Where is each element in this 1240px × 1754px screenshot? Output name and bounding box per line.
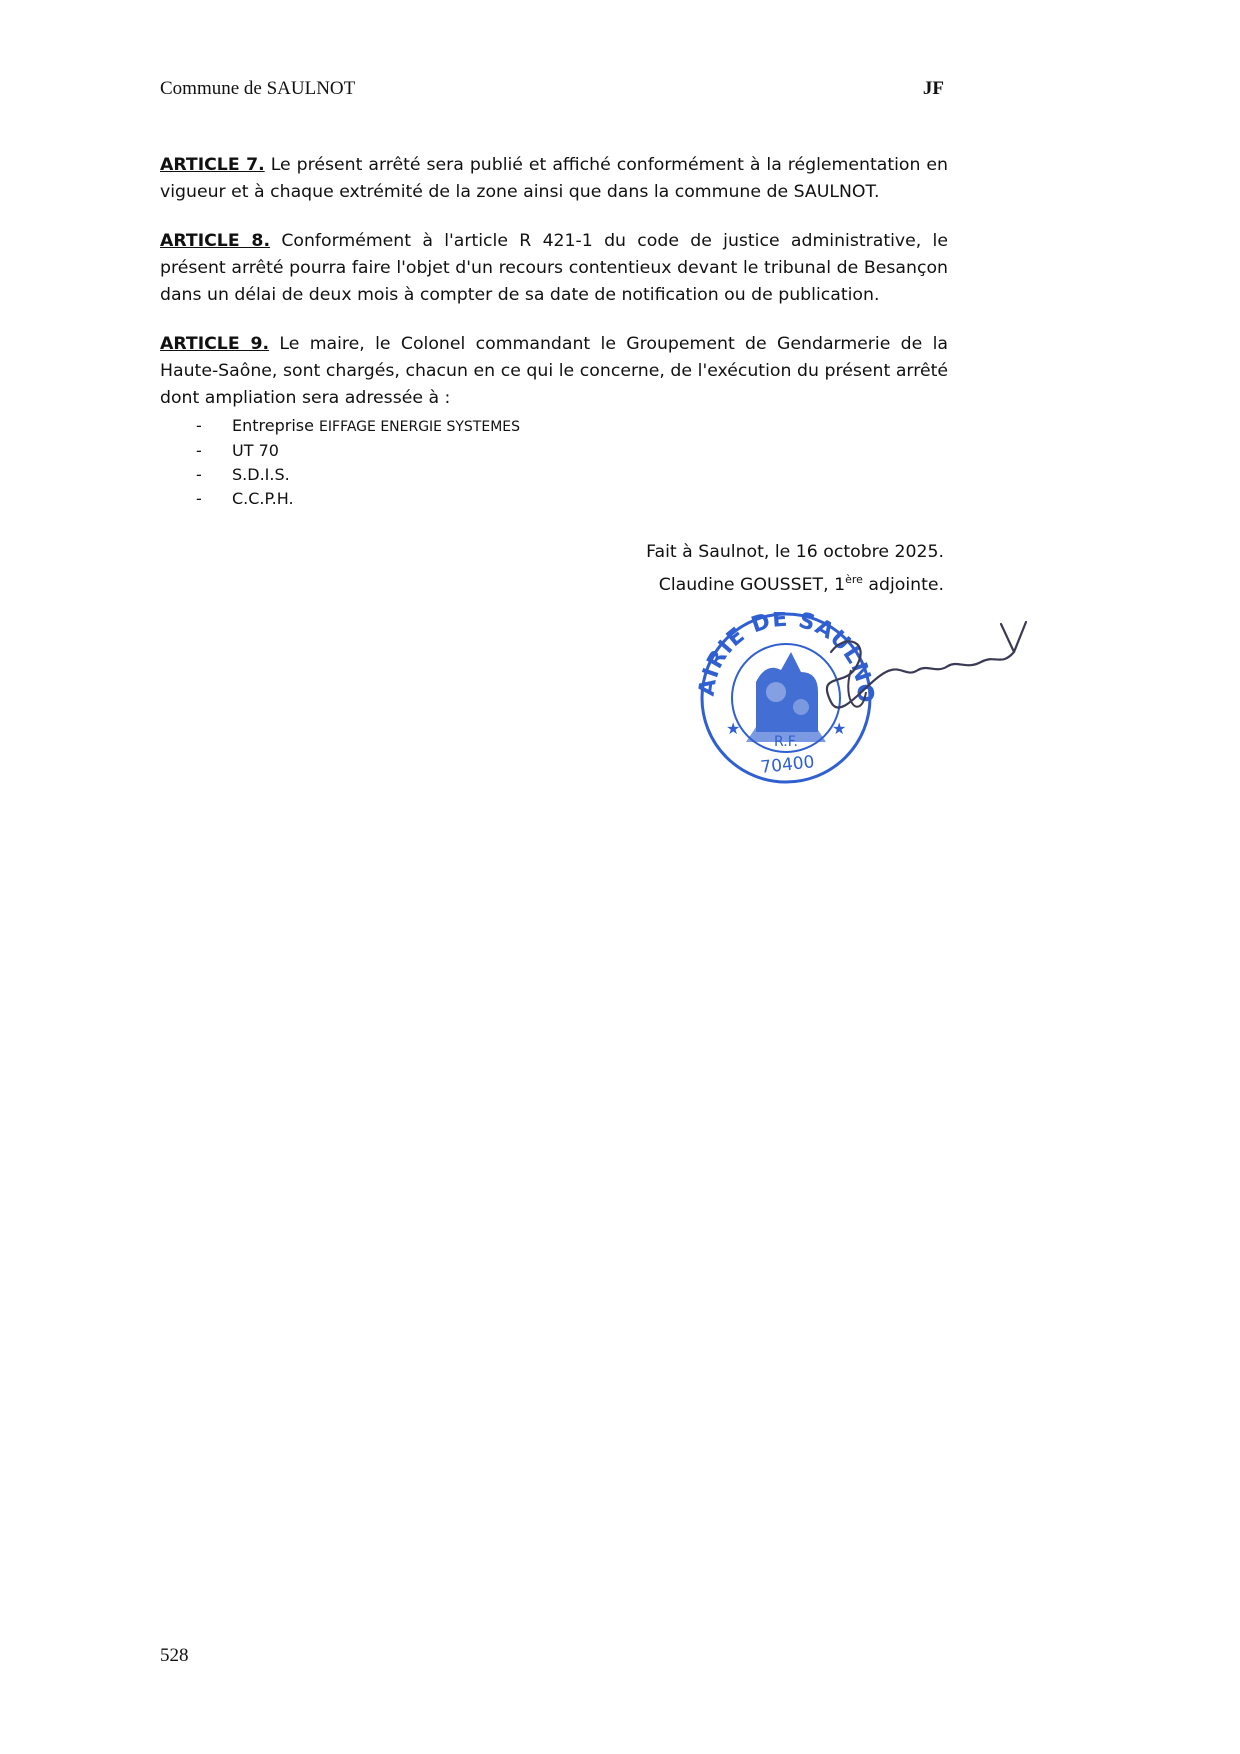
signatory-role: adjointe. <box>868 574 944 595</box>
header-initials: JF <box>922 78 944 99</box>
list-item <box>160 414 948 439</box>
article-8-label: ARTICLE 8. <box>160 231 271 251</box>
recipient-sdis: S.D.I.S. <box>232 465 290 484</box>
header-commune: Commune de SAULNOT <box>160 78 356 99</box>
article-9-label: ARTICLE 9. <box>160 334 270 354</box>
recipient-ut70: UT 70 <box>232 441 279 460</box>
recipient-ccph: C.C.P.H. <box>232 489 294 508</box>
article-7-label: ARTICLE 7. <box>160 155 265 175</box>
article-9 <box>160 331 948 412</box>
recipient-prefix: Entreprise <box>232 416 314 435</box>
svg-text:MAIRIE DE SAULNOT: AIRIE DE SAULNO <box>696 612 878 705</box>
place-date: Fait à Saulnot, le 16 octobre 2025. <box>646 542 944 562</box>
article-9-text: Le maire, le Colonel commandant le Groupement de Gendarmerie de la Haute-Saône, sont chargés, chacun en ce qui le concerne, de l'exécution du présent arrêté dont ampliation sera adressée à : <box>160 334 948 408</box>
signature-block <box>646 538 944 599</box>
list-item <box>160 439 948 463</box>
list-item <box>160 487 948 511</box>
mairie-stamp-icon <box>696 612 1036 792</box>
recipient-list <box>160 414 948 511</box>
article-8 <box>160 228 948 309</box>
svg-text:★: ★ <box>726 719 741 738</box>
signatory-ordinal: 1ère <box>834 573 863 595</box>
svg-text:★: ★ <box>832 719 847 738</box>
list-item <box>160 463 948 487</box>
page-number: 528 <box>160 1645 189 1666</box>
recipient-company: EIFFAGE ENERGIE SYSTEMES <box>319 419 521 435</box>
article-7-text: Le présent arrêté sera publié et affiché conformément à la réglementation en vigueur et à chaque extrémité de la zone ainsi que dans la commune de SAULNOT. <box>160 155 949 202</box>
signatory-line <box>646 566 944 599</box>
signatory-name: Claudine GOUSSET, <box>658 574 829 595</box>
document-body <box>160 152 948 511</box>
article-8-text: Conformément à l'article R 421-1 du code de justice administrative, le présent arrêté pourra faire l'objet d'un recours contentieux devant le tribunal de Besançon dans un délai de deux mois à compter de sa date de notification ou de publication. <box>160 231 948 305</box>
article-7 <box>160 152 948 206</box>
svg-text:R.F.: R.F. <box>774 734 798 750</box>
svg-text:70400: 70400 <box>759 752 816 778</box>
stamp-and-signature <box>696 612 1036 792</box>
